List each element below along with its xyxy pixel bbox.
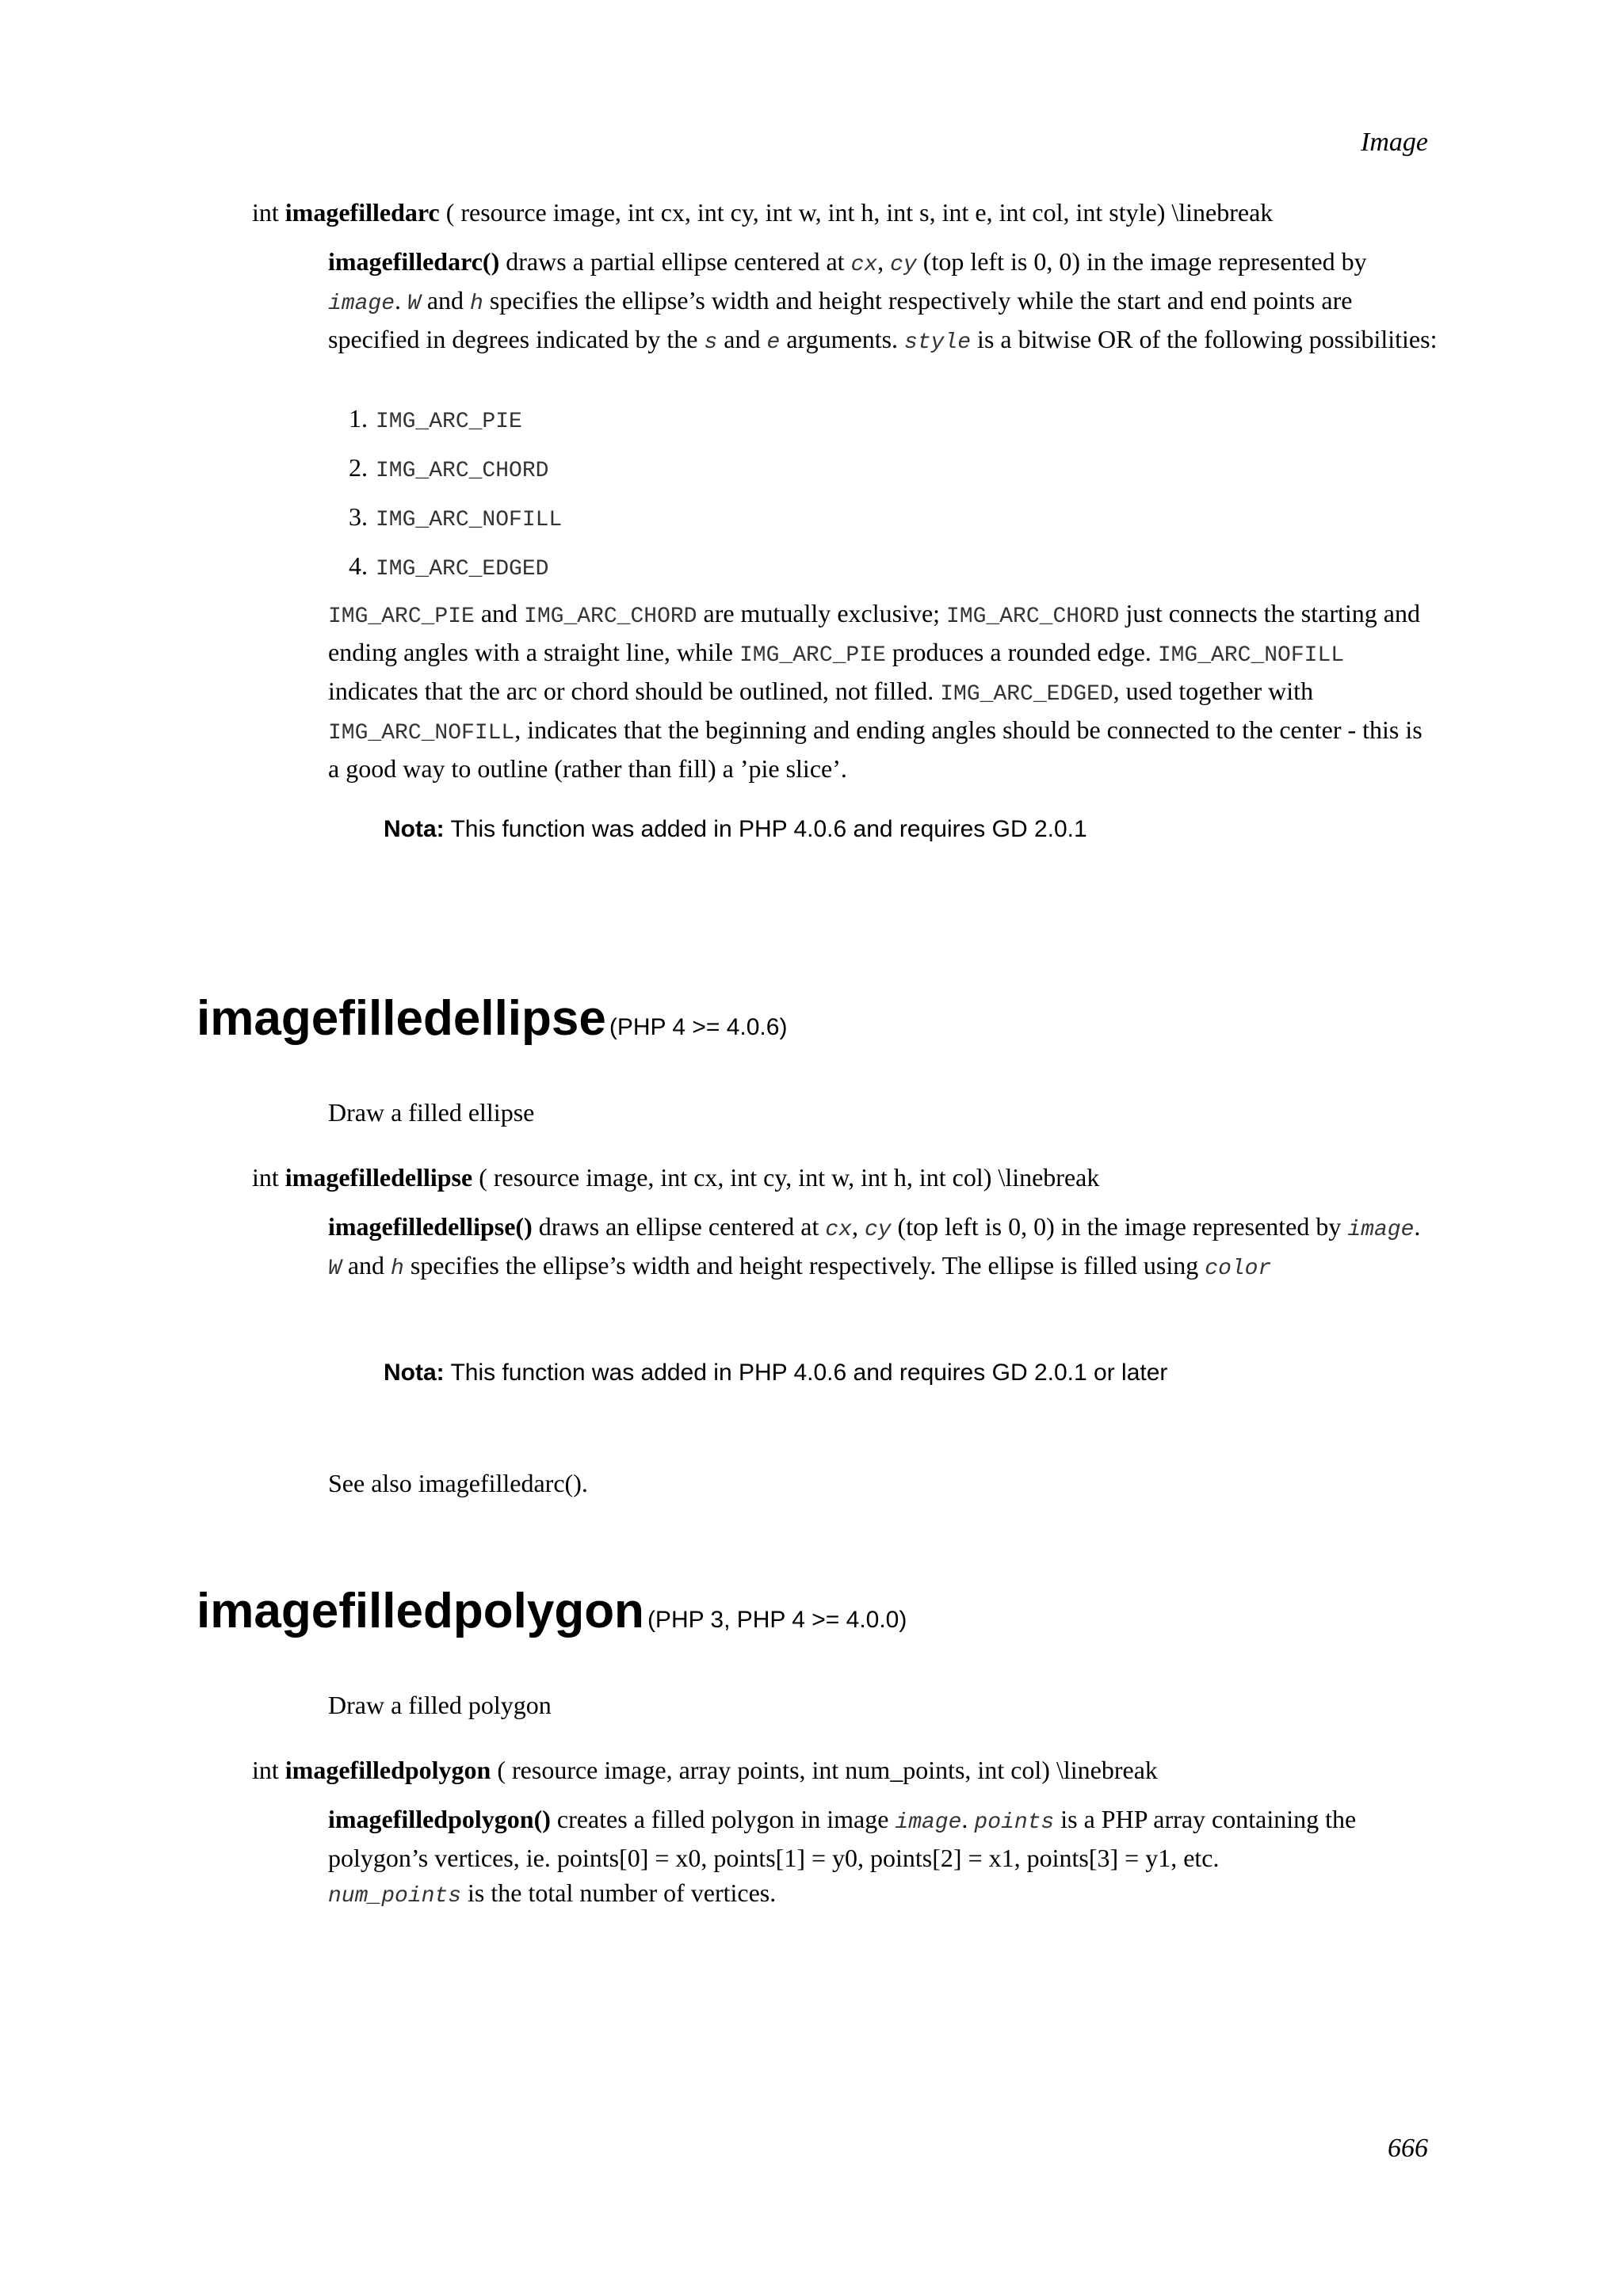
function-prototype-imagefilledpolygon: int imagefilledpolygon ( resource image, array points, int num_points, int col) \linebreak — [252, 1756, 1158, 1784]
imagefilledellipse-description: imagefilledellipse() draws an ellipse centered at cx, cy (top left is 0, 0) in the image represented by image. W and h specifies the ellipse’s width and height respectively. The ellipse is filled using color — [328, 1212, 1421, 1281]
function-ref: imagefilledarc() — [328, 247, 500, 276]
function-args: ( resource image, int cx, int cy, int w, int h, int s, int e, int col, int style) \linebreak — [445, 198, 1274, 227]
imagefilledarc-description: imagefilledarc() draws a partial ellipse centered at cx, cy (top left is 0, 0) in the image represented by image. W and h specifies the ellipse’s width and height respectively while the start and end points are specified in degrees indicated by the s and e arguments. style is a bitwise OR of the following possibilities: — [328, 247, 1438, 355]
list-item: 2. IMG_ARC_CHORD — [349, 453, 549, 483]
list-item: 4. IMG_ARC_EDGED — [349, 551, 549, 582]
section-title-imagefilledellipse: imagefilledellipse (PHP 4 >= 4.0.6) — [197, 991, 788, 1046]
version-badge: (PHP 3, PHP 4 >= 4.0.0) — [647, 1607, 907, 1633]
running-header: Image — [1361, 128, 1428, 157]
function-prototype-imagefilledellipse: int imagefilledellipse ( resource image, int cx, int cy, int w, int h, int col) \linebreak — [252, 1163, 1100, 1192]
param-image: image — [328, 292, 395, 316]
version-badge: (PHP 4 >= 4.0.6) — [609, 1014, 788, 1040]
param-e: e — [766, 330, 781, 355]
param-style: style — [904, 330, 972, 355]
note-imagefilledarc: Nota: This function was added in PHP 4.0.6 and requires GD 2.0.1 — [384, 816, 1087, 842]
style-options-list — [349, 401, 562, 597]
param-w: W — [407, 292, 421, 316]
function-name: imagefilledarc — [285, 198, 440, 227]
param-cx: cx — [850, 253, 878, 277]
param-s: s — [704, 330, 718, 355]
return-type: int — [252, 198, 279, 227]
page-number: 666 — [1388, 2134, 1428, 2163]
ellipse-summary: Draw a filled ellipse — [328, 1098, 535, 1127]
see-also: See also imagefilledarc(). — [328, 1469, 588, 1497]
section-title-imagefilledpolygon: imagefilledpolygon (PHP 3, PHP 4 >= 4.0.0) — [197, 1584, 907, 1638]
list-item: 1. IMG_ARC_PIE — [349, 404, 522, 434]
param-cy: cy — [890, 253, 917, 277]
note-imagefilledellipse: Nota: This function was added in PHP 4.0.6 and requires GD 2.0.1 or later — [384, 1360, 1168, 1386]
function-prototype-imagefilledarc — [252, 195, 1273, 230]
imagefilledarc-style-notes: IMG_ARC_PIE and IMG_ARC_CHORD are mutually exclusive; IMG_ARC_CHORD just connects the starting and ending angles with a straight line, while IMG_ARC_PIE produces a rounded edge. IMG_ARC_NOFILL indicates that the arc or chord should be outlined, not filled. IMG_ARC_EDGED, used together with IMG_ARC_NOFILL, indicates that the beginning and ending angles should be connected to the center - this is a good way to outline (rather than fill) a ’pie slice’. — [328, 599, 1423, 783]
note-label: Nota: — [384, 816, 445, 842]
imagefilledpolygon-description: imagefilledpolygon() creates a filled polygon in image image. points is a PHP array containing the polygon’s vertices, ie. points[0] = x0, points[1] = y0, points[2] = x1, points[3] = y1, etc. num_points is the total number of vertices. — [328, 1805, 1357, 1909]
param-h: h — [470, 292, 483, 316]
list-item: 3. IMG_ARC_NOFILL — [349, 502, 563, 532]
polygon-summary: Draw a filled polygon — [328, 1691, 552, 1719]
